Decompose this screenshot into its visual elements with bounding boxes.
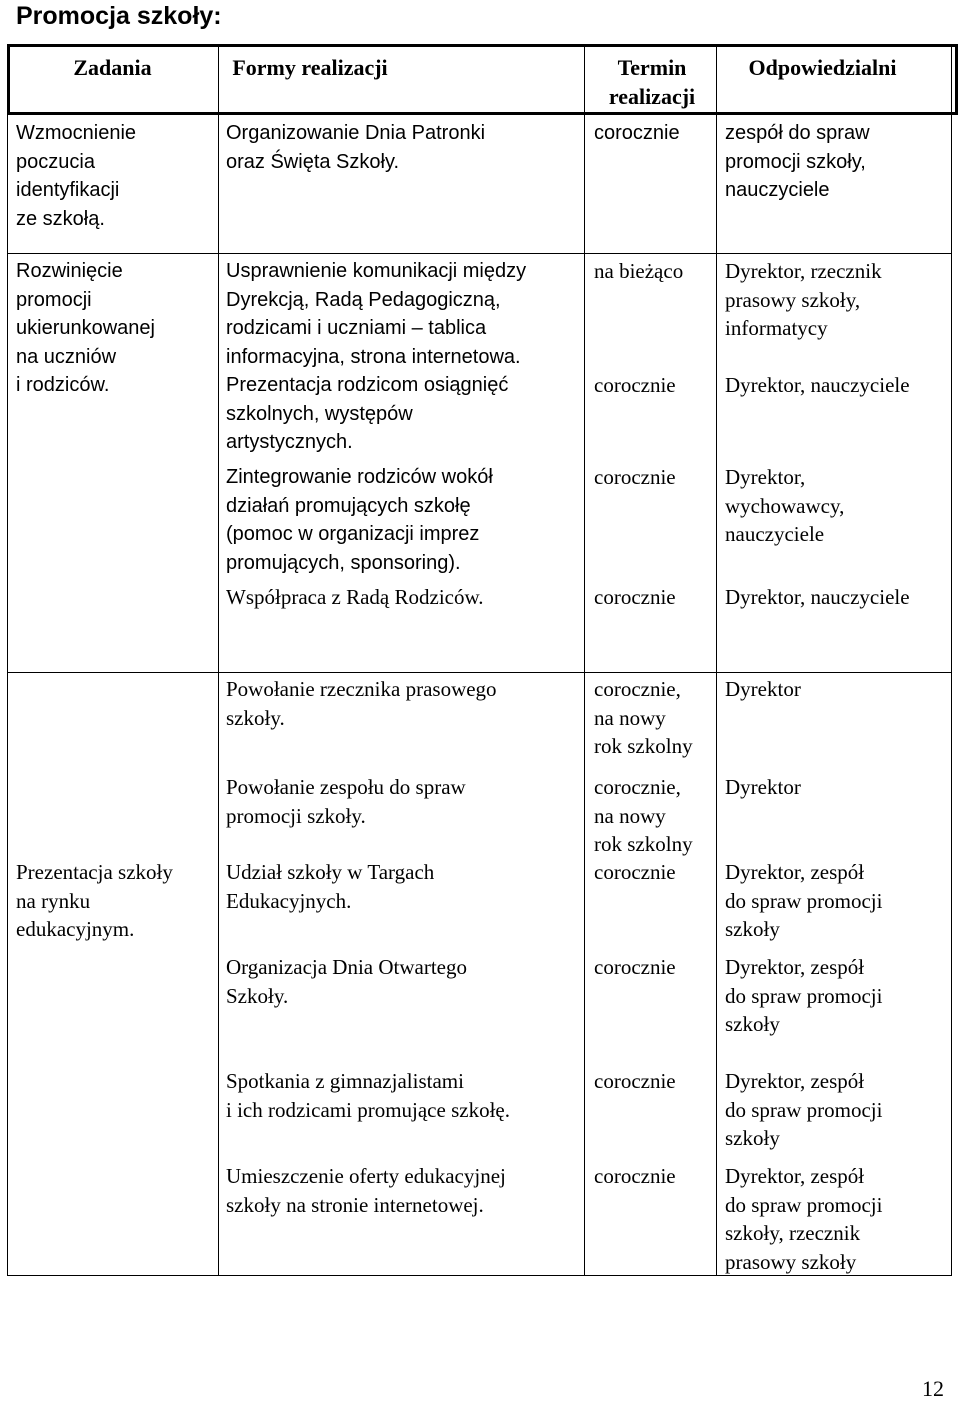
responsible-cell: zespół do spraw promocji szkoły, nauczyciele <box>725 122 870 201</box>
responsible-cell: Dyrektor, nauczyciele <box>725 585 910 609</box>
responsible-cell: Dyrektor, nauczyciele <box>725 373 910 397</box>
row-divider <box>7 253 952 254</box>
form-cell: Powołanie rzecznika prasowego szkoły. <box>226 677 497 730</box>
header-forms: Formy realizacji <box>232 55 388 80</box>
responsible-cell: Dyrektor, zespół do spraw promocji szkoły <box>725 955 883 1036</box>
header-term: Termin realizacji <box>608 55 696 109</box>
column-divider <box>218 44 219 1276</box>
form-cell: Usprawnienie komunikacji między Dyrekcją, Radą Pedagogiczną, rodzicami i uczniami – tablica informacyjna, strona internetowa. <box>226 260 527 368</box>
row-divider <box>7 672 952 673</box>
term-cell: corocznie <box>594 1164 676 1188</box>
term-cell: corocznie <box>594 122 680 144</box>
responsible-cell: Dyrektor <box>725 677 801 701</box>
term-cell: corocznie, na nowy rok szkolny <box>594 677 693 758</box>
task-cell: Prezentacja szkoły na rynku edukacyjnym. <box>16 860 173 941</box>
form-cell: Udział szkoły w Targach Edukacyjnych. <box>226 860 435 913</box>
term-cell: corocznie <box>594 465 676 489</box>
responsible-cell: Dyrektor, zespół do spraw promocji szkoły <box>725 1069 883 1150</box>
term-cell: na bieżąco <box>594 259 684 283</box>
form-cell: Organizowanie Dnia Patronki oraz Święta Szkoły. <box>226 122 486 173</box>
page-number: 12 <box>922 1376 944 1401</box>
task-cell: Rozwinięcie promocji ukierunkowanej na uczniów i rodziców. <box>16 260 155 396</box>
form-cell: Umieszczenie oferty edukacyjnej szkoły na stronie internetowej. <box>226 1164 506 1217</box>
form-cell: Współpraca z Radą Rodziców. <box>226 585 484 609</box>
page-title: Promocja szkoły: <box>16 2 222 30</box>
header-tasks: Zadania <box>73 55 152 80</box>
column-divider <box>584 44 585 1276</box>
term-cell: corocznie, na nowy rok szkolny <box>594 775 693 856</box>
term-cell: corocznie <box>594 860 676 884</box>
responsible-cell: Dyrektor <box>725 775 801 799</box>
form-cell: Spotkania z gimnazjalistami i ich rodzicami promujące szkołę. <box>226 1069 510 1122</box>
header-responsible: Odpowiedzialni <box>748 55 897 80</box>
task-cell: Wzmocnienie poczucia identyfikacji ze szkołą. <box>16 122 137 230</box>
responsible-cell: Dyrektor, zespół do spraw promocji szkoły <box>725 860 883 941</box>
responsible-cell: Dyrektor, wychowawcy, nauczyciele <box>725 465 845 546</box>
responsible-cell: Dyrektor, rzecznik prasowy szkoły, informatycy <box>725 259 882 340</box>
responsible-cell: Dyrektor, zespół do spraw promocji szkoły, rzecznik prasowy szkoły <box>725 1164 883 1274</box>
term-cell: corocznie <box>594 955 676 979</box>
term-cell: corocznie <box>594 1069 676 1093</box>
form-cell: Prezentacja rodzicom osiągnięć szkolnych, występów artystycznych. <box>226 374 509 453</box>
term-cell: corocznie <box>594 373 676 397</box>
form-cell: Powołanie zespołu do spraw promocji szkoły. <box>226 775 466 828</box>
form-cell: Zintegrowanie rodziców wokół działań promujących szkołę (pomoc w organizacji imprez promujących, sponsoring). <box>226 466 493 574</box>
column-divider <box>716 44 717 1276</box>
form-cell: Organizacja Dnia Otwartego Szkoły. <box>226 955 468 1008</box>
term-cell: corocznie <box>594 585 676 609</box>
